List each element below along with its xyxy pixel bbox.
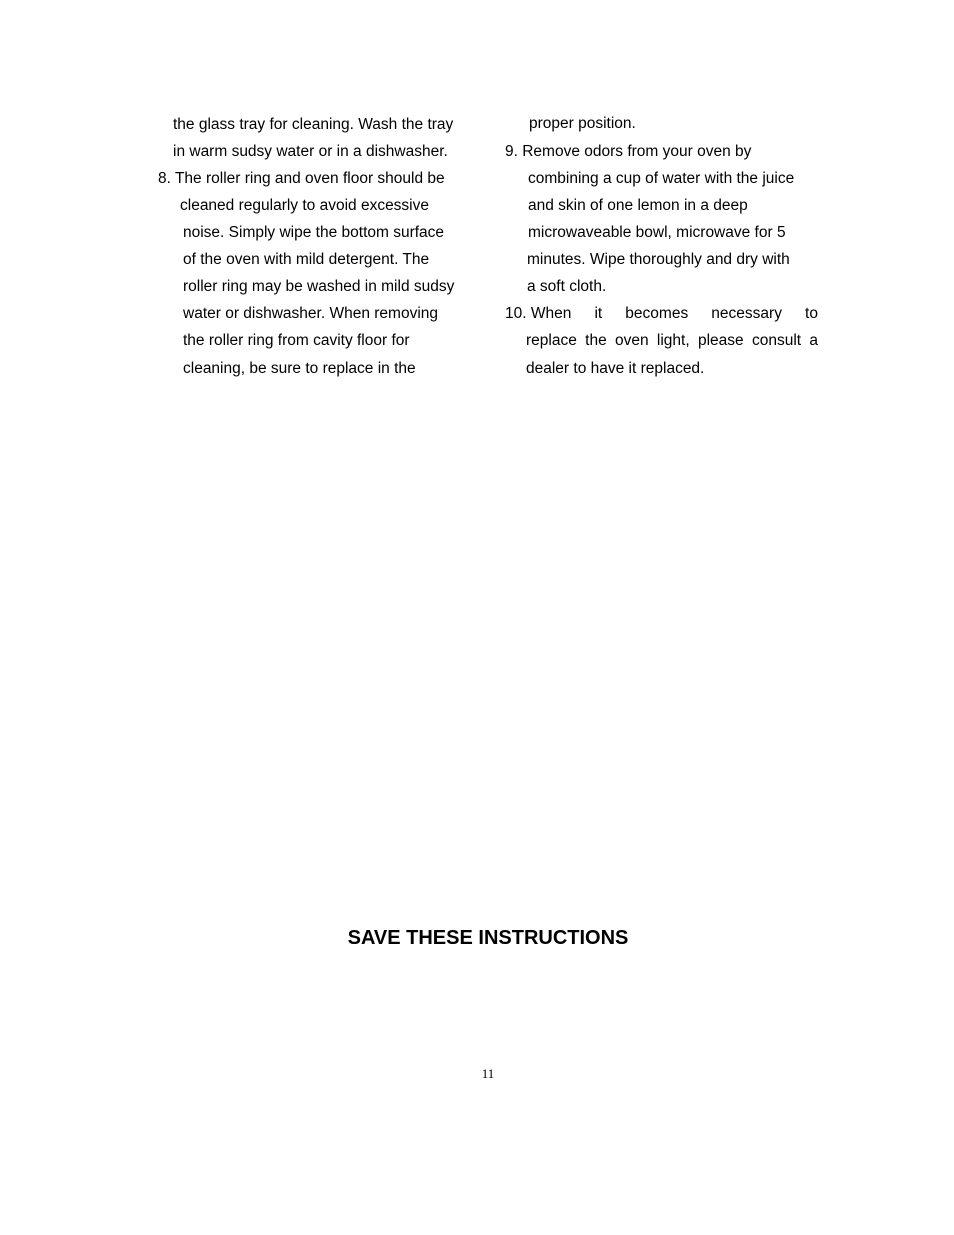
word: becomes — [625, 305, 689, 322]
word: consult — [751, 332, 802, 349]
word: to — [805, 305, 818, 322]
right-text-line: and skin of one lemon in a deep — [528, 197, 748, 214]
left-text-line: roller ring may be washed in mild sudsy — [183, 278, 455, 295]
right-text-line: proper position. — [529, 115, 636, 132]
word: light, — [656, 332, 690, 349]
left-text-line: noise. Simply wipe the bottom surface — [183, 224, 445, 241]
right-text-line — [526, 331, 818, 351]
left-text-line: in warm sudsy water or in a dishwasher. — [173, 143, 448, 160]
left-text-line: the roller ring from cavity floor for — [183, 332, 410, 349]
word: the — [585, 332, 607, 349]
save-instructions-heading: SAVE THESE INSTRUCTIONS — [347, 927, 629, 949]
word: it — [594, 305, 603, 322]
left-text-line: cleaned regularly to avoid excessive — [180, 197, 429, 214]
right-text-line: dealer to have it replaced. — [526, 360, 705, 377]
word: 10. When — [505, 305, 572, 322]
right-text-line: minutes. Wipe thoroughly and dry with — [527, 251, 790, 268]
page-number: 11 — [481, 1066, 495, 1081]
list-item-8-start: 8. The roller ring and oven floor should be — [158, 170, 445, 187]
right-text-line: a soft cloth. — [527, 278, 607, 295]
list-item-9-start: 9. Remove odors from your oven by — [505, 143, 752, 160]
left-text-line: water or dishwasher. When removing — [183, 305, 439, 322]
word: please — [697, 332, 744, 349]
right-text-line: combining a cup of water with the juice — [528, 170, 795, 187]
word: necessary — [711, 305, 782, 322]
word: oven — [615, 332, 649, 349]
left-text-line: cleaning, be sure to replace in the — [183, 360, 416, 377]
left-text-line: the glass tray for cleaning. Wash the tray — [173, 116, 454, 133]
left-text-line: of the oven with mild detergent. The — [183, 251, 430, 268]
word: a — [809, 332, 818, 349]
right-text-line: microwaveable bowl, microwave for 5 — [528, 224, 786, 241]
list-item-10-start — [505, 304, 818, 324]
word: replace — [526, 332, 577, 349]
